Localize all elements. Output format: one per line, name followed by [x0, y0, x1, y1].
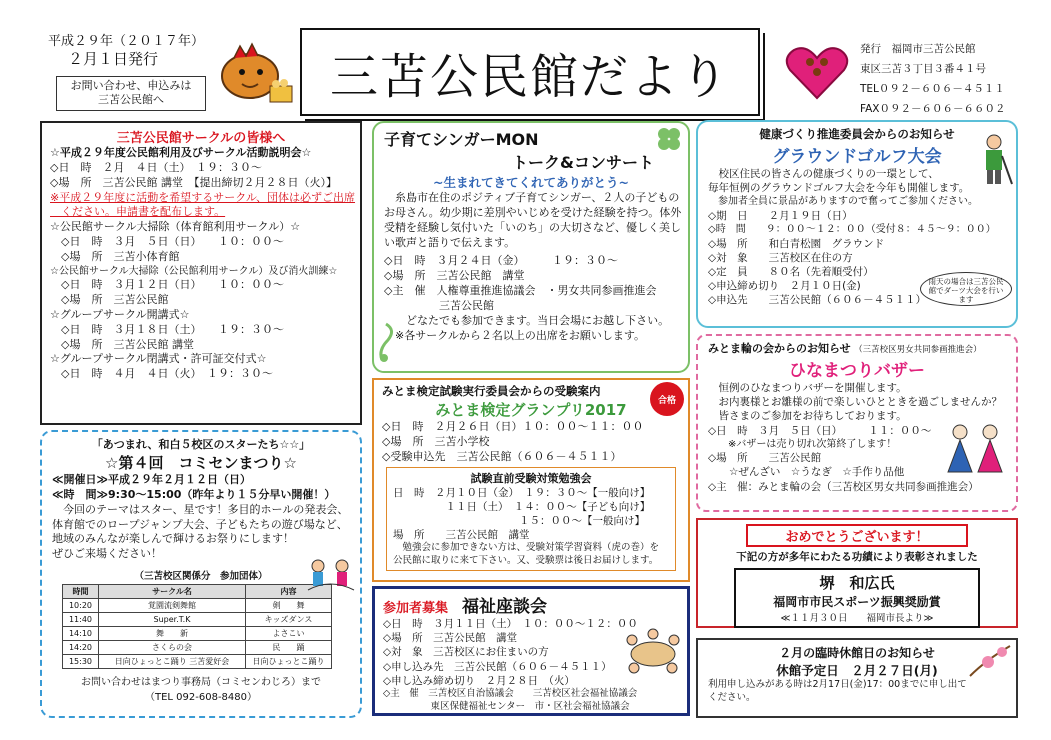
- welfare-line: ◇場 所 三苫公民館 講堂: [383, 632, 518, 645]
- table-header: 内容: [246, 585, 332, 599]
- closed-line: ください。: [708, 691, 756, 703]
- kentei-inner-line: １１日（土） １４：００～【子ども向け】: [393, 500, 651, 513]
- circle-line: ☆公民館サークル大掃除（公民館利用サークル）及び消火訓練☆: [50, 265, 338, 277]
- newsletter-title-box: [300, 28, 760, 116]
- singer-line: 三苫公民館: [384, 298, 494, 312]
- circle-line: ◇場 所 三苫公民館 講堂 【提出締切２月２８日（火）】: [50, 175, 337, 189]
- award-intro: 下記の方が多年にわたる功績により表彰されました: [736, 551, 978, 563]
- hina-header-row: [708, 340, 1006, 356]
- table-cell: キッズダンス: [246, 613, 332, 627]
- kentei-study-session: [386, 467, 676, 571]
- welfare-line: ◇申し込み締め切り ２月２８日 （火）: [383, 674, 575, 687]
- table-cell: 日向ひょっとこ踊り 三苫愛好会: [99, 655, 246, 669]
- singer-title-1: 子育てシンガーMON: [384, 130, 539, 149]
- golf-line: 校区住民の皆さんの健康づくりの一環として、: [708, 168, 939, 180]
- circle-line: ください。申請書を配布します。: [50, 205, 226, 219]
- closed-title: ２月の臨時休館日のお知らせ: [779, 646, 935, 660]
- circle-line: ◇日 時 ４月 ４日（火） １９：３０～: [50, 367, 273, 381]
- kentei-inner-line: 日 時 ２月１０日（金） １９：３０～【一般向け】: [393, 486, 651, 499]
- table-cell: 剣 舞: [246, 599, 332, 613]
- kentei-inner-line: 勉強会に参加できない方は、受験対策学習資料（虎の巻）を: [393, 542, 660, 554]
- festival-line: 体育館でのロープジャンプ大会、子どもたちの遊び場など、: [52, 517, 348, 531]
- golf-line: 参加者全員に景品がありますので奮ってご参加ください。: [708, 196, 978, 208]
- table-cell: さくらの会: [99, 641, 246, 655]
- singer-line: どなたでも参加できます。当日会場にお越し下さい。: [384, 313, 670, 327]
- clover-icon: [652, 124, 686, 154]
- golf-line: ◇申込締め切り ２月１０日(金): [708, 280, 861, 293]
- golf-line: ◇定 員 ８０名（先着順受付）: [708, 265, 874, 278]
- table-cell: 15:30: [63, 655, 99, 669]
- hina-header: みとま輪の会からのお知らせ: [708, 342, 851, 355]
- circle-title: 三苫公民館サークルの皆様へ: [116, 131, 286, 146]
- table-cell: 日向ひょっとこ踊り: [246, 655, 332, 669]
- golf-line: ◇対 象 三苫校区在住の方: [708, 251, 853, 264]
- hina-line: 恒例のひなまつりバザーを開催します。: [708, 382, 907, 394]
- rain-note-bubble: 雨天の場合は三苫公民館でダーツ大会を行います: [920, 272, 1012, 306]
- welfare-line: ◇主 催 三苫校区自治協議会 三苫校区社会福祉協議会: [383, 687, 638, 699]
- table-row: [63, 613, 332, 627]
- circle-line: ※平成２９年度に活動を希望するサークル、団体は必ずご出席: [50, 190, 356, 204]
- award-date: ≪１１月３０日 福岡市長より≫: [780, 613, 934, 624]
- heart-chocolate-icon: [782, 40, 852, 102]
- circle-line: ◇場 所 三苫公民館 講堂: [50, 337, 194, 351]
- hina-line: ◇場 所 三苫公民館: [708, 452, 822, 465]
- welfare-line: ◇対 象 三苫校区にお住まいの方: [383, 646, 549, 659]
- hina-title: ひなまつりバザー: [789, 361, 925, 381]
- hina-line: ◇主 催：みとま輪の会（三苫校区男女共同参画推進会）: [708, 480, 979, 493]
- singer-line: ◇主 催 人権尊重推進協議会 ・男女共同参画推進会: [384, 284, 657, 298]
- hina-dolls-icon: [938, 418, 1012, 478]
- table-row: [63, 655, 332, 669]
- contact-line1: お問い合わせ、申込みは: [70, 79, 192, 92]
- circle-line: ◇日 時 ３月 ５日（日） １０：００～: [50, 235, 284, 249]
- award-box: [696, 518, 1018, 628]
- golf-line: ◇時 間 ９：００～１２：００（受付８：４５～９：００）: [708, 224, 996, 236]
- circle-line: ◇日 時 ３月１８日（土） １９：３０～: [50, 322, 284, 336]
- festival-line: ≪開催日≫平成２９年２月１２日（日）: [52, 473, 252, 486]
- table-row: [63, 599, 332, 613]
- golf-header: 健康づくり推進委員会からのお知らせ: [759, 127, 955, 141]
- hina-line: 皆さまのご参加をお待ちしております。: [708, 410, 907, 423]
- kentei-inner-title: 試験直前受験対策勉強会: [470, 471, 592, 485]
- singer-title-2: トーク&コンサート: [512, 153, 654, 172]
- award-details: [734, 568, 980, 628]
- contact-line2: 三苫公民館へ: [98, 93, 164, 107]
- table-row: [63, 627, 332, 641]
- singer-concert-box: [372, 121, 690, 373]
- circle-line: ☆グループサークル閉講式・許可証交付式☆: [50, 352, 267, 366]
- circle-line: ☆グループサークル開講式☆: [50, 307, 190, 321]
- kentei-inner-line: 場 所 三苫公民館 講堂: [393, 529, 530, 542]
- festival-line: 地域のみんなが楽しんで輝けるお祭りにします！: [52, 532, 294, 546]
- table-cell: Super.T.K: [99, 613, 246, 627]
- circle-notice-box: [40, 121, 362, 425]
- golf-line: 毎年恒例のグラウンドゴルフ大会を今年も開催します。: [708, 182, 970, 195]
- kentei-line: ◇受験申込先 三苫公民館（６０６－４５１１）: [382, 449, 622, 463]
- issue-year: 平成２９年（２０１７年）: [48, 34, 205, 49]
- hina-header-small: （三苫校区男女共同参画推進会）: [854, 345, 982, 355]
- singer-line: ※各サークルから２名以上の出席をお願いします。: [384, 328, 646, 342]
- circle-line: ☆公民館サークル大掃除（体育館利用サークル）☆: [50, 220, 301, 234]
- table-cell: 覚園流剣舞館: [99, 599, 246, 613]
- kentei-line: ◇場 所 三苫小学校: [382, 434, 490, 448]
- festival-line: 今回のテーマはスター、星です！多目的ホールの発表会、: [52, 502, 349, 516]
- discussion-people-icon: [622, 626, 684, 674]
- festival-footer: お問い合わせはまつり事務局（コミセンわじろ）まで: [81, 677, 321, 689]
- publisher-line: FAX０９２－６０６－６６０２: [860, 102, 1006, 115]
- closed-line: 利用申し込みがある時は2月17日(金)17：00までに申し出て: [708, 679, 967, 690]
- welfare-heading: [383, 592, 679, 617]
- festival-footer-tel: （TEL 092-608-8480）: [144, 692, 258, 704]
- kentei-header: みとま検定試験実行委員会からの受験案内: [382, 384, 601, 398]
- golf-line: ◇場 所 和白青松園 グラウンド: [708, 237, 885, 250]
- festival-table-caption: （三苫校区関係分 参加団体）: [134, 571, 268, 583]
- golf-line: ◇申込先 三苫公民館（６０６－４５１１）: [708, 294, 927, 307]
- kentei-inner-line: 公民館に取りに来て下さい。又、受験票は後日お届けします。: [393, 555, 659, 567]
- table-header-row: [63, 585, 332, 599]
- welfare-line: ◇日 時 ３月１１日（土） １０：００～１２：００: [383, 618, 638, 630]
- contact-note: [56, 76, 206, 111]
- welfare-line: ◇申し込み先 三苫公民館（６０６－４５１１）: [383, 660, 612, 673]
- award-recipient: 堺 和広氏: [819, 574, 895, 592]
- award-prize: 福岡市市民スポーツ振興奨励賞: [773, 595, 941, 609]
- singer-line: お母さん。幼少期に差別やいじめを受けた経験を持つ。体外: [384, 205, 682, 219]
- award-banner: おめでとうございます！: [746, 524, 968, 547]
- golf-title: グラウンドゴルフ大会: [772, 147, 942, 167]
- kentei-inner-line: １５：００～【一般向け】: [393, 514, 645, 527]
- golf-line: ◇期 日 ２月１９日（日）: [708, 209, 853, 222]
- table-cell: 11:40: [63, 613, 99, 627]
- kentei-title: みとま検定グランプリ2017: [435, 401, 627, 419]
- publisher-line: TEL０９２－６０６－４５１１: [860, 82, 1005, 95]
- festival-subtitle: 「あつまれ、和白５校区のスターたち☆☆」: [91, 438, 311, 451]
- table-cell: 14:10: [63, 627, 99, 641]
- table-header: 時間: [63, 585, 99, 599]
- music-note-icon: [376, 320, 400, 364]
- circle-line: ◇場 所 三苫公民館: [50, 293, 169, 307]
- hina-line: ☆ぜんざい ☆うなぎ ☆手作り品他: [708, 466, 905, 479]
- festival-line: ≪時 間≫9:30～15:00（昨年より１５分早い開催！）: [52, 487, 336, 501]
- publisher-info: [860, 40, 1005, 120]
- rooster-illustration-icon: [212, 36, 296, 106]
- welfare-title: 福祉座談会: [462, 597, 548, 617]
- closed-date: 休館予定日 ２月２７日(月): [776, 663, 938, 678]
- table-row: [63, 641, 332, 655]
- issue-day: ２月１日発行: [68, 50, 159, 69]
- festival-table: [62, 584, 332, 669]
- pass-daruma-icon: 合格: [650, 382, 684, 416]
- circle-line: ◇場 所 三苫小体育館: [50, 249, 180, 263]
- singer-line: い歌声と語りで伝えます。: [384, 235, 516, 249]
- singer-line: 受精を経験し気付いた「いのち」の大切さなど、優しく美し: [384, 220, 681, 234]
- welfare-line: 東区保健福祉センター 市・区社会福祉協議会: [383, 700, 630, 712]
- singer-line: ◇日 時 ３月２４日（金） １９：３０～: [384, 254, 618, 268]
- singer-subtitle: ~生まれてきてくれてありがとう~: [433, 175, 629, 190]
- table-cell: よさこい: [246, 627, 332, 641]
- table-header: サークル名: [99, 585, 246, 599]
- publisher-line: 東区三苫３丁目３番４１号: [860, 62, 986, 75]
- hina-line: ※バザーは売り切れ次第終了します！: [708, 438, 897, 450]
- circle-line: ◇日 時 ２月 ４日（土） １９：３０～: [50, 160, 262, 174]
- singer-line: 糸島市在住のポジティブ子育てシンガー、２人の子どもの: [384, 191, 680, 204]
- publisher-line: 発行 福岡市三苫公民館: [860, 43, 976, 55]
- children-playing-icon: [306, 556, 356, 596]
- table-cell: 10:20: [63, 599, 99, 613]
- table-cell: 14:20: [63, 641, 99, 655]
- kentei-line: ◇日 時 ２月２６日（日）１０：００～１１：００: [382, 420, 644, 433]
- circle-line: ☆平成２９年度公民館利用及びサークル活動説明会☆: [50, 146, 312, 159]
- table-cell: 舞 新: [99, 627, 246, 641]
- circle-line: ◇日 時 ３月１２日（日） １０：００～: [50, 278, 284, 292]
- table-cell: 民 踊: [246, 641, 332, 655]
- plum-blossom-icon: [966, 640, 1014, 680]
- issue-date: [48, 34, 204, 69]
- hina-line: ◇日 時 ３月 ５日（日） １１：００～: [708, 424, 932, 437]
- hina-line: お内裏様とお雛様の前で楽しいひとときを過ごしませんか？: [708, 396, 1002, 409]
- singer-line: ◇場 所 三苫公民館 講堂: [384, 269, 525, 283]
- newsletter-title: 三苫公民館だより: [329, 48, 730, 105]
- kentei-box: [372, 378, 690, 582]
- golfer-icon: [974, 132, 1014, 188]
- welfare-label: 参加者募集: [383, 601, 449, 616]
- festival-title: ☆第４回 コミセンまつり☆: [105, 454, 297, 472]
- festival-line: ぜひご来場ください！: [52, 547, 162, 561]
